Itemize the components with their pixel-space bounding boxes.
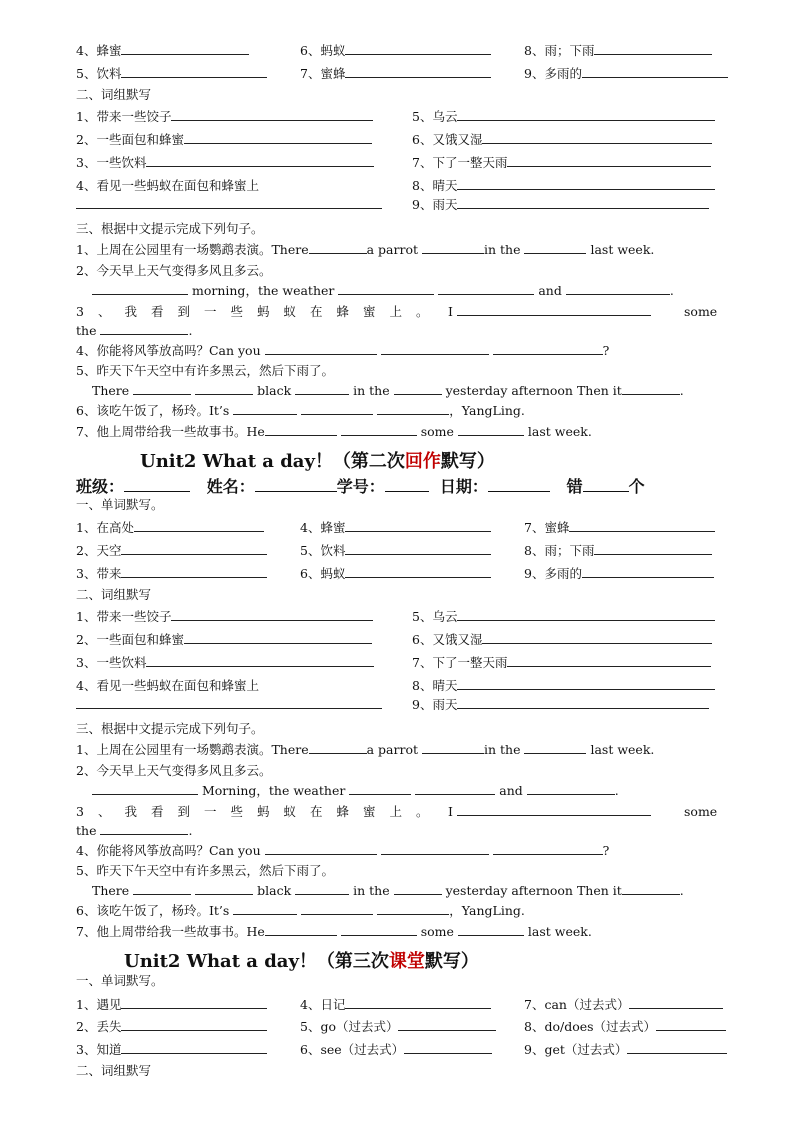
answer-blank[interactable]: [457, 196, 709, 209]
word-item: 1、在高处: [76, 519, 264, 537]
word-item: 8、do/does（过去式）: [524, 1018, 726, 1036]
word-item: 9、多雨的: [524, 65, 728, 83]
word-item: 8、雨；下雨: [524, 542, 712, 560]
word-item: 5、go（过去式）: [300, 1018, 496, 1036]
phrase-item: 8、晴天: [412, 677, 715, 695]
wrong-count-field[interactable]: [583, 475, 629, 492]
word-item: 2、丢失: [76, 1018, 267, 1036]
answer-blank[interactable]: [345, 65, 491, 78]
word-item: 2、天空: [76, 542, 267, 560]
word-item: 7、can（过去式）: [524, 996, 723, 1014]
phrase-item: 1、带来一些饺子: [76, 608, 373, 626]
word-item: 4、蜂蜜: [300, 519, 491, 537]
sentence-6: 6、该吃午饭了，杨玲。It’s ，YangLing.: [76, 903, 525, 918]
word-item: 4、蜂蜜: [76, 42, 249, 60]
sentence-3-tail: I: [448, 303, 651, 321]
answer-blank[interactable]: [345, 42, 491, 55]
word-item: 9、get（过去式）: [524, 1041, 727, 1059]
sentence-4: 4、你能将风筝放高吗？Can you ?: [76, 343, 610, 358]
word-item: 6、蚂蚁: [300, 565, 491, 583]
phrase-blank-line[interactable]: [76, 696, 382, 714]
section-heading: 一、单词默写。: [76, 973, 164, 988]
answer-blank[interactable]: [457, 108, 715, 121]
phrase-item: 3、一些饮料: [76, 654, 374, 672]
word-some: some: [684, 804, 718, 819]
word-some: some: [684, 304, 718, 319]
section-heading: 二、词组默写: [76, 87, 152, 102]
phrase-item: 7、下了一整天雨: [412, 654, 711, 672]
class-field[interactable]: [124, 475, 190, 492]
student-info-row: 班级： 姓名： 学号： 日期： 错 个: [76, 477, 645, 496]
sentence-2: 2、今天早上天气变得多风且多云。: [76, 763, 272, 778]
sentence-1: 1、上周在公园里有一场鹦鹉表演。There a parrot in the last week.: [76, 742, 655, 757]
word-item: 4、日记: [300, 996, 491, 1014]
phrase-item: 3、一些饮料: [76, 154, 374, 172]
phrase-item: 5、乌云: [412, 108, 715, 126]
phrase-item: 5、乌云: [412, 608, 715, 626]
phrase-item: 2、一些面包和蜂蜜: [76, 131, 372, 149]
id-field[interactable]: [385, 475, 429, 492]
sentence-4: 4、你能将风筝放高吗？Can you ?: [76, 843, 610, 858]
answer-blank[interactable]: [184, 131, 372, 144]
sentence-7: 7、他上周带给我一些故事书。He some last week.: [76, 924, 592, 939]
section-heading: 一、单词默写。: [76, 497, 164, 512]
answer-blank[interactable]: [507, 154, 711, 167]
phrase-item: 8、晴天: [412, 177, 715, 195]
sentence-2: 2、今天早上天气变得多风且多云。: [76, 263, 272, 278]
word-item: 3、带来: [76, 565, 267, 583]
answer-blank[interactable]: [582, 65, 728, 78]
sentence-3-cont: the .: [76, 323, 193, 338]
phrase-blank-line[interactable]: [76, 196, 382, 214]
word-item: 1、遇见: [76, 996, 267, 1014]
block2-title: Unit2 What a day！（第二次回作默写）: [140, 451, 495, 472]
name-field[interactable]: [255, 475, 337, 492]
answer-blank[interactable]: [482, 131, 712, 144]
phrase-item: 6、又饿又湿: [412, 131, 712, 149]
phrase-item: 6、又饿又湿: [412, 631, 712, 649]
phrase-item: 1、带来一些饺子: [76, 108, 373, 126]
section-heading: 二、词组默写: [76, 587, 152, 602]
word-item: 3、知道: [76, 1041, 267, 1059]
answer-blank[interactable]: [121, 65, 267, 78]
word-item: 6、see（过去式）: [300, 1041, 492, 1059]
word-item: 5、饮料: [76, 65, 267, 83]
sentence-3-cont: the .: [76, 823, 193, 838]
answer-blank[interactable]: [121, 42, 249, 55]
date-field[interactable]: [488, 475, 550, 492]
word-item: 6、蚂蚁: [300, 42, 491, 60]
sentence-5-blanks: There black in the yesterday afternoon Then it .: [92, 883, 684, 898]
sentence-5-blanks: There black in the yesterday afternoon Then it .: [92, 383, 684, 398]
word-item: 5、饮料: [300, 542, 491, 560]
block3-title: Unit2 What a day！（第三次课堂默写）: [124, 951, 479, 972]
answer-blank[interactable]: [171, 108, 373, 121]
phrase-item: 2、一些面包和蜂蜜: [76, 631, 372, 649]
sentence-5: 5、昨天下午天空中有许多黑云，然后下雨了。: [76, 863, 334, 878]
word-item: 9、多雨的: [524, 565, 714, 583]
sentence-3: 3、我看到一些蚂蚁在蜂蜜上。: [76, 804, 443, 819]
sentence-3: 3、我看到一些蚂蚁在蜂蜜上。: [76, 304, 443, 319]
phrase-item: 9、雨天: [412, 196, 709, 214]
phrase-item: 4、看见一些蚂蚁在面包和蜂蜜上: [76, 178, 259, 193]
sentence-1: 1、上周在公园里有一场鹦鹉表演。There a parrot in the last week.: [76, 242, 655, 257]
section-heading: 三、根据中文提示完成下列句子。: [76, 221, 264, 236]
word-item: 7、蜜蜂: [300, 65, 491, 83]
answer-blank[interactable]: [594, 42, 712, 55]
sentence-2-blanks: Morning，the weather and .: [92, 782, 619, 800]
answer-blank[interactable]: [457, 177, 715, 190]
phrase-item: 7、下了一整天雨: [412, 154, 711, 172]
sentence-5: 5、昨天下午天空中有许多黑云，然后下雨了。: [76, 363, 334, 378]
phrase-item: 9、雨天: [412, 696, 709, 714]
sentence-2-blanks: morning，the weather and .: [92, 282, 674, 300]
section-heading: 二、词组默写: [76, 1063, 152, 1078]
sentence-6: 6、该吃午饭了，杨玲。It’s ，YangLing.: [76, 403, 525, 418]
word-item: 8、雨；下雨: [524, 42, 712, 60]
word-item: 7、蜜蜂: [524, 519, 715, 537]
section-heading: 三、根据中文提示完成下列句子。: [76, 721, 264, 736]
sentence-7: 7、他上周带给我一些故事书。He some last week.: [76, 424, 592, 439]
phrase-item: 4、看见一些蚂蚁在面包和蜂蜜上: [76, 678, 259, 693]
sentence-3-tail: I: [448, 803, 651, 821]
answer-blank[interactable]: [146, 154, 374, 167]
